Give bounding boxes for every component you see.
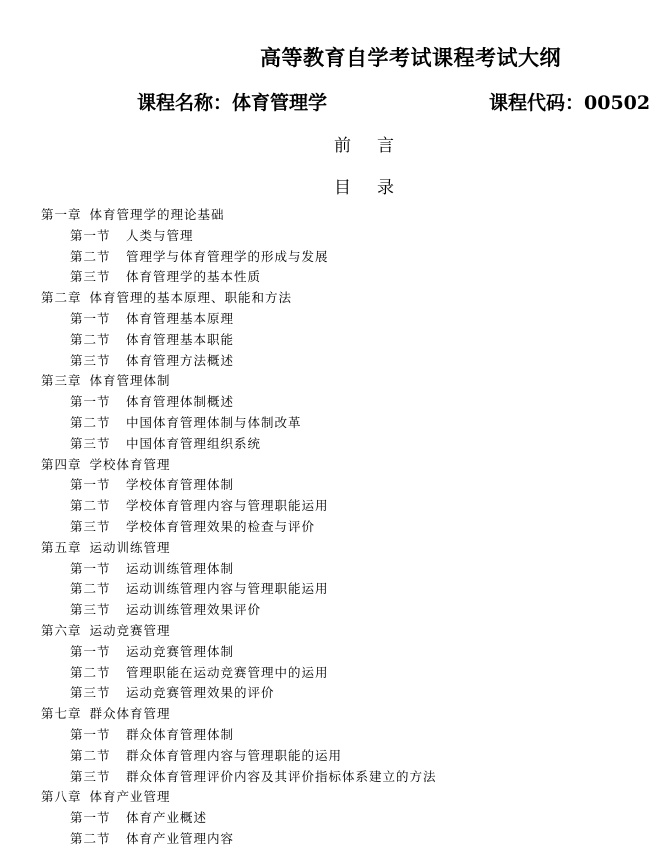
- section-title: 体育产业管理内容: [126, 830, 235, 846]
- toc-section: [41, 600, 651, 621]
- toc-section: [41, 309, 651, 330]
- section-number: 第二节: [70, 747, 111, 763]
- toc-chapter: [41, 704, 651, 725]
- section-title: 人类与管理: [126, 227, 194, 243]
- section-title: 学校体育管理体制: [126, 477, 235, 493]
- chapter-number: 第六章: [41, 622, 82, 638]
- section-title: 群众体育管理内容与管理职能的运用: [126, 747, 343, 763]
- section-title: 学校体育管理效果的检查与评价: [126, 518, 316, 534]
- section-number: 第一节: [70, 227, 111, 243]
- section-title: 运动竞赛管理体制: [126, 643, 235, 659]
- toc-section: [41, 808, 651, 829]
- chapter-title: 体育管理学的理论基础: [89, 207, 225, 222]
- section-title: 体育管理体制概述: [126, 394, 235, 410]
- section-number: 第一节: [70, 310, 111, 326]
- table-of-contents: [41, 205, 651, 850]
- toc-section: [41, 767, 651, 788]
- section-title: 管理职能在运动竞赛管理中的运用: [126, 664, 329, 680]
- chapter-number: 第七章: [41, 706, 82, 722]
- chapter-number: 第一章: [41, 207, 82, 222]
- section-title: 管理学与体育管理学的形成与发展: [126, 248, 329, 264]
- toc-section: [41, 663, 651, 684]
- toc-section: [41, 746, 651, 767]
- toc-section: [41, 683, 651, 704]
- section-number: 第三节: [70, 269, 111, 285]
- section-number: 第一节: [70, 810, 111, 826]
- section-number: 第一节: [70, 477, 111, 493]
- chapter-title: 体育管理体制: [89, 373, 171, 389]
- chapter-title: 体育产业管理: [89, 789, 171, 805]
- chapter-number: 第四章: [41, 456, 82, 472]
- section-number: 第一节: [70, 726, 111, 742]
- toc-section: [41, 392, 651, 413]
- toc-section: [41, 725, 651, 746]
- course-code: 课程代码：00502: [489, 92, 651, 114]
- toc-chapter: [41, 538, 651, 559]
- toc-section: [41, 226, 651, 247]
- toc-section: [41, 434, 651, 455]
- section-number: 第三节: [70, 768, 111, 784]
- toc-section: [41, 475, 651, 496]
- section-number: 第二节: [70, 498, 111, 514]
- document-title: 高等教育自学考试课程考试大纲: [260, 45, 561, 70]
- chapter-title: 群众体育管理: [89, 706, 171, 722]
- toc-section: [41, 642, 651, 663]
- section-title: 中国体育管理体制与体制改革: [126, 414, 302, 430]
- section-title: 体育管理基本原理: [126, 310, 235, 326]
- preface-heading: 前言: [334, 136, 420, 156]
- toc-chapter: [41, 455, 651, 476]
- section-title: 运动训练管理内容与管理职能运用: [126, 581, 329, 597]
- section-title: 体育管理基本职能: [126, 331, 235, 347]
- toc-section: [41, 496, 651, 517]
- toc-chapter: [41, 371, 651, 392]
- section-number: 第三节: [70, 518, 111, 534]
- chapter-number: 第三章: [41, 373, 82, 389]
- section-title: 运动训练管理体制: [126, 560, 235, 576]
- section-number: 第一节: [70, 560, 111, 576]
- section-number: 第二节: [70, 248, 111, 264]
- toc-section: [41, 330, 651, 351]
- toc-chapter: [41, 205, 651, 226]
- toc-chapter: [41, 288, 651, 309]
- section-title: 中国体育管理组织系统: [126, 435, 262, 451]
- section-number: 第二节: [70, 664, 111, 680]
- section-number: 第二节: [70, 414, 111, 430]
- chapter-number: 第二章: [41, 290, 82, 306]
- section-title: 群众体育管理体制: [126, 726, 235, 742]
- chapter-title: 运动训练管理: [89, 539, 171, 555]
- section-number: 第三节: [70, 435, 111, 451]
- section-number: 第二节: [70, 581, 111, 597]
- section-title: 学校体育管理内容与管理职能运用: [126, 498, 329, 514]
- toc-chapter: [41, 787, 651, 808]
- toc-section: [41, 413, 651, 434]
- chapter-title: 运动竞赛管理: [89, 622, 171, 638]
- toc-chapter: [41, 621, 651, 642]
- toc-section: [41, 517, 651, 538]
- section-title: 群众体育管理评价内容及其评价指标体系建立的方法: [126, 768, 437, 784]
- chapter-number: 第八章: [41, 789, 82, 805]
- section-title: 运动训练管理效果评价: [126, 602, 262, 618]
- toc-section: [41, 579, 651, 600]
- toc-section: [41, 267, 651, 288]
- toc-section: [41, 559, 651, 580]
- chapter-title: 学校体育管理: [89, 456, 171, 472]
- section-title: 运动竞赛管理效果的评价: [126, 685, 275, 701]
- section-number: 第二节: [70, 830, 111, 846]
- section-title: 体育管理学的基本性质: [126, 269, 262, 285]
- chapter-number: 第五章: [41, 539, 82, 555]
- toc-heading: 目录: [334, 178, 420, 198]
- section-title: 体育产业概述: [126, 810, 208, 826]
- toc-section: [41, 829, 651, 850]
- section-title: 体育管理方法概述: [126, 352, 235, 368]
- section-number: 第二节: [70, 331, 111, 347]
- course-name: 课程名称：体育管理学: [137, 92, 328, 114]
- toc-section: [41, 351, 651, 372]
- section-number: 第三节: [70, 602, 111, 618]
- section-number: 第一节: [70, 394, 111, 410]
- section-number: 第三节: [70, 685, 111, 701]
- toc-section: [41, 247, 651, 268]
- section-number: 第三节: [70, 352, 111, 368]
- section-number: 第一节: [70, 643, 111, 659]
- chapter-title: 体育管理的基本原理、职能和方法: [89, 290, 293, 306]
